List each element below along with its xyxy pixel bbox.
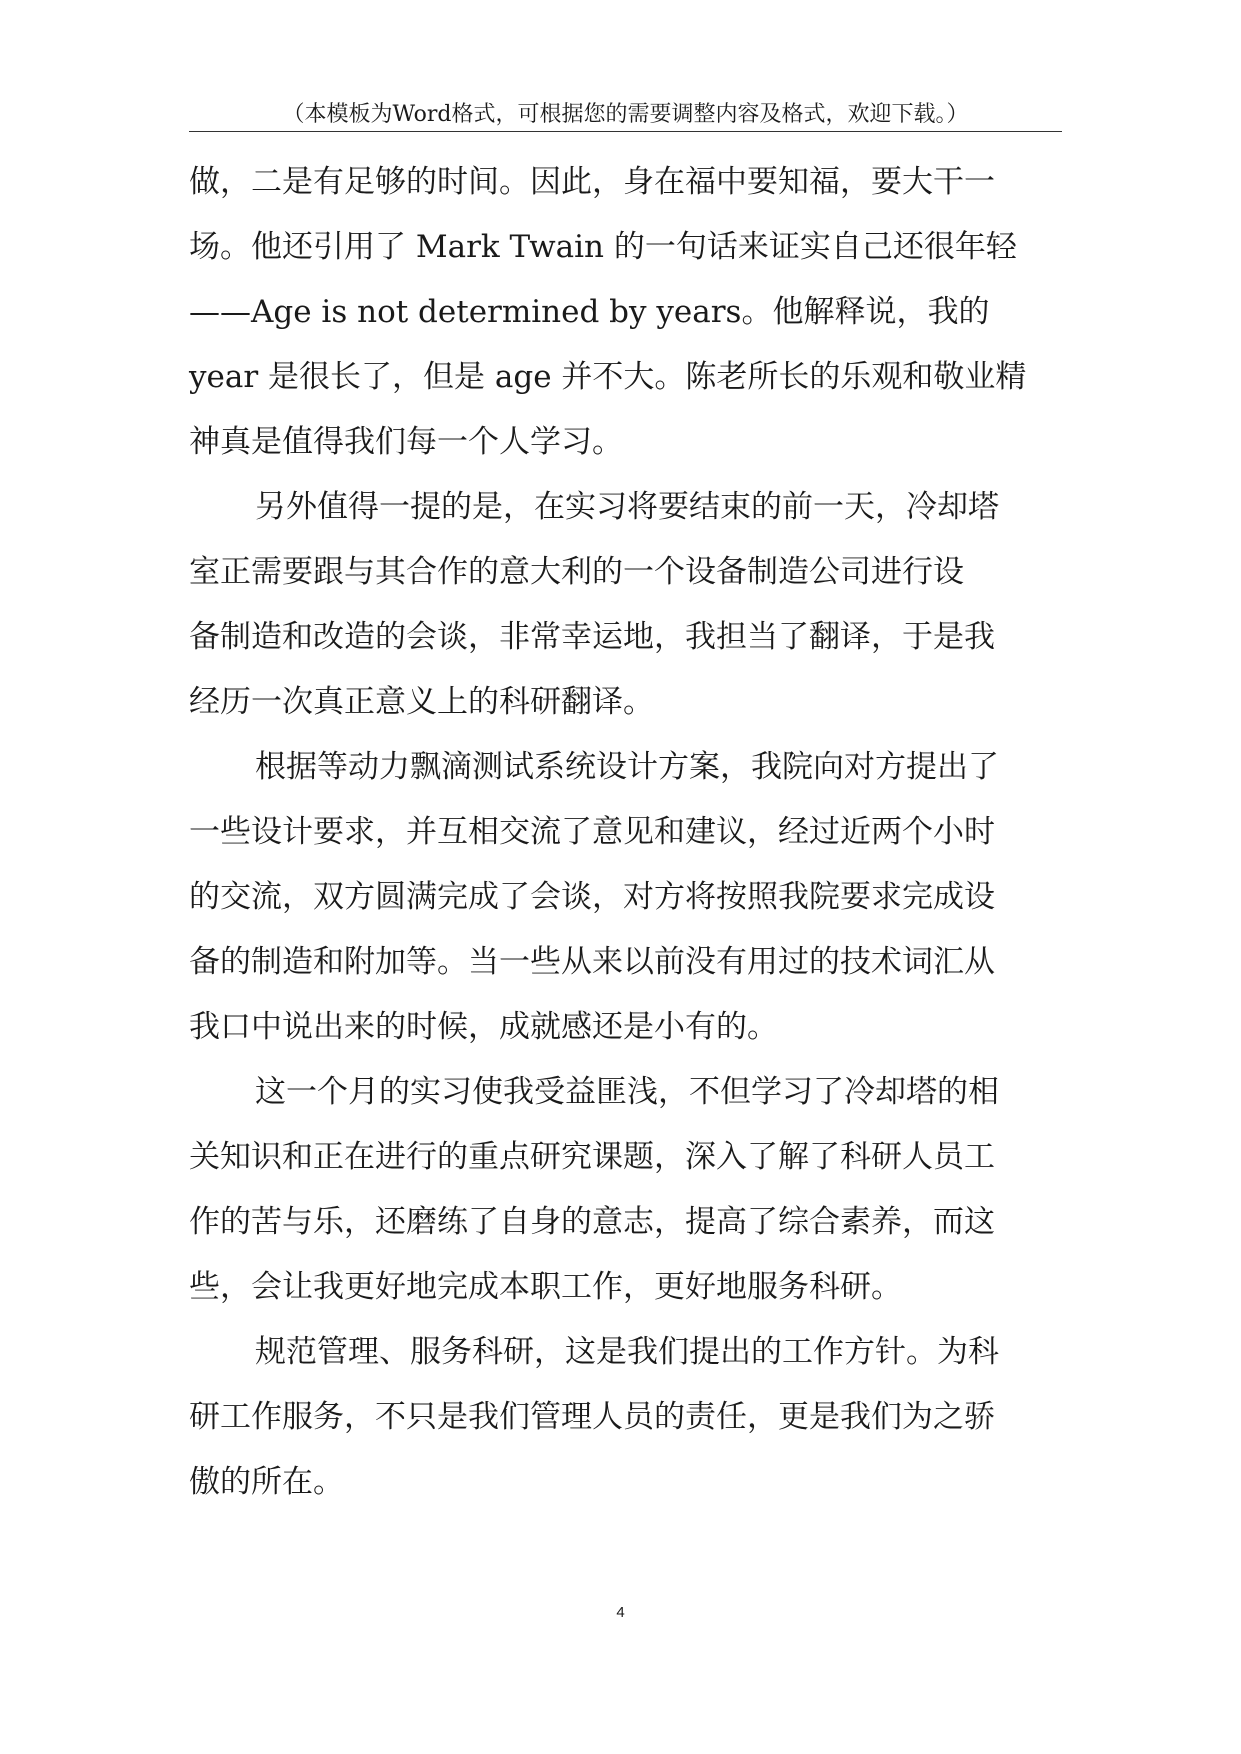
body-line: 我口中说出来的时候，成就感还是小有的。 xyxy=(189,1009,778,1045)
body-line: 室正需要跟与其合作的意大利的一个设备制造公司进行设 xyxy=(189,554,964,590)
body-line: ——Age is not determined by years。他解释说，我的 xyxy=(189,294,990,330)
body-line: 一些设计要求，并互相交流了意见和建议，经过近两个小时 xyxy=(189,814,995,850)
body-line: 备制造和改造的会谈，非常幸运地，我担当了翻译，于是我 xyxy=(189,619,995,655)
document-body xyxy=(189,150,1062,1515)
body-line: 神真是值得我们每一个人学习。 xyxy=(189,424,623,460)
body-line: 备的制造和附加等。当一些从来以前没有用过的技术词汇从 xyxy=(189,944,995,980)
paragraph-first-line: 规范管理、服务科研，这是我们提出的工作方针。为科 xyxy=(255,1334,999,1370)
page-number: 4 xyxy=(616,1604,625,1621)
page-header: （本模板为Word格式，可根据您的需要调整内容及格式，欢迎下载。） xyxy=(282,102,969,127)
body-line: year 是很长了，但是 age 并不大。陈老所长的乐观和敬业精 xyxy=(189,359,1027,395)
body-line: 场。他还引用了 Mark Twain 的一句话来证实自己还很年轻 xyxy=(189,229,1017,265)
body-line: 研工作服务，不只是我们管理人员的责任，更是我们为之骄 xyxy=(189,1399,995,1435)
body-line: 的交流，双方圆满完成了会谈，对方将按照我院要求完成设 xyxy=(189,879,995,915)
paragraph-first-line: 根据等动力飘滴测试系统设计方案，我院向对方提出了 xyxy=(255,749,999,785)
body-line: 傲的所在。 xyxy=(189,1464,344,1500)
header-divider xyxy=(189,131,1062,132)
body-line: 做，二是有足够的时间。因此，身在福中要知福，要大干一 xyxy=(189,164,995,200)
paragraph-first-line: 另外值得一提的是，在实习将要结束的前一天，冷却塔 xyxy=(255,489,999,525)
body-line: 经历一次真正意义上的科研翻译。 xyxy=(189,684,654,720)
body-line: 作的苦与乐，还磨练了自身的意志，提高了综合素养，而这 xyxy=(189,1204,995,1240)
body-line: 些，会让我更好地完成本职工作，更好地服务科研。 xyxy=(189,1269,902,1305)
body-line: 关知识和正在进行的重点研究课题，深入了解了科研人员工 xyxy=(189,1139,995,1175)
paragraph-first-line: 这一个月的实习使我受益匪浅，不但学习了冷却塔的相 xyxy=(255,1074,999,1110)
